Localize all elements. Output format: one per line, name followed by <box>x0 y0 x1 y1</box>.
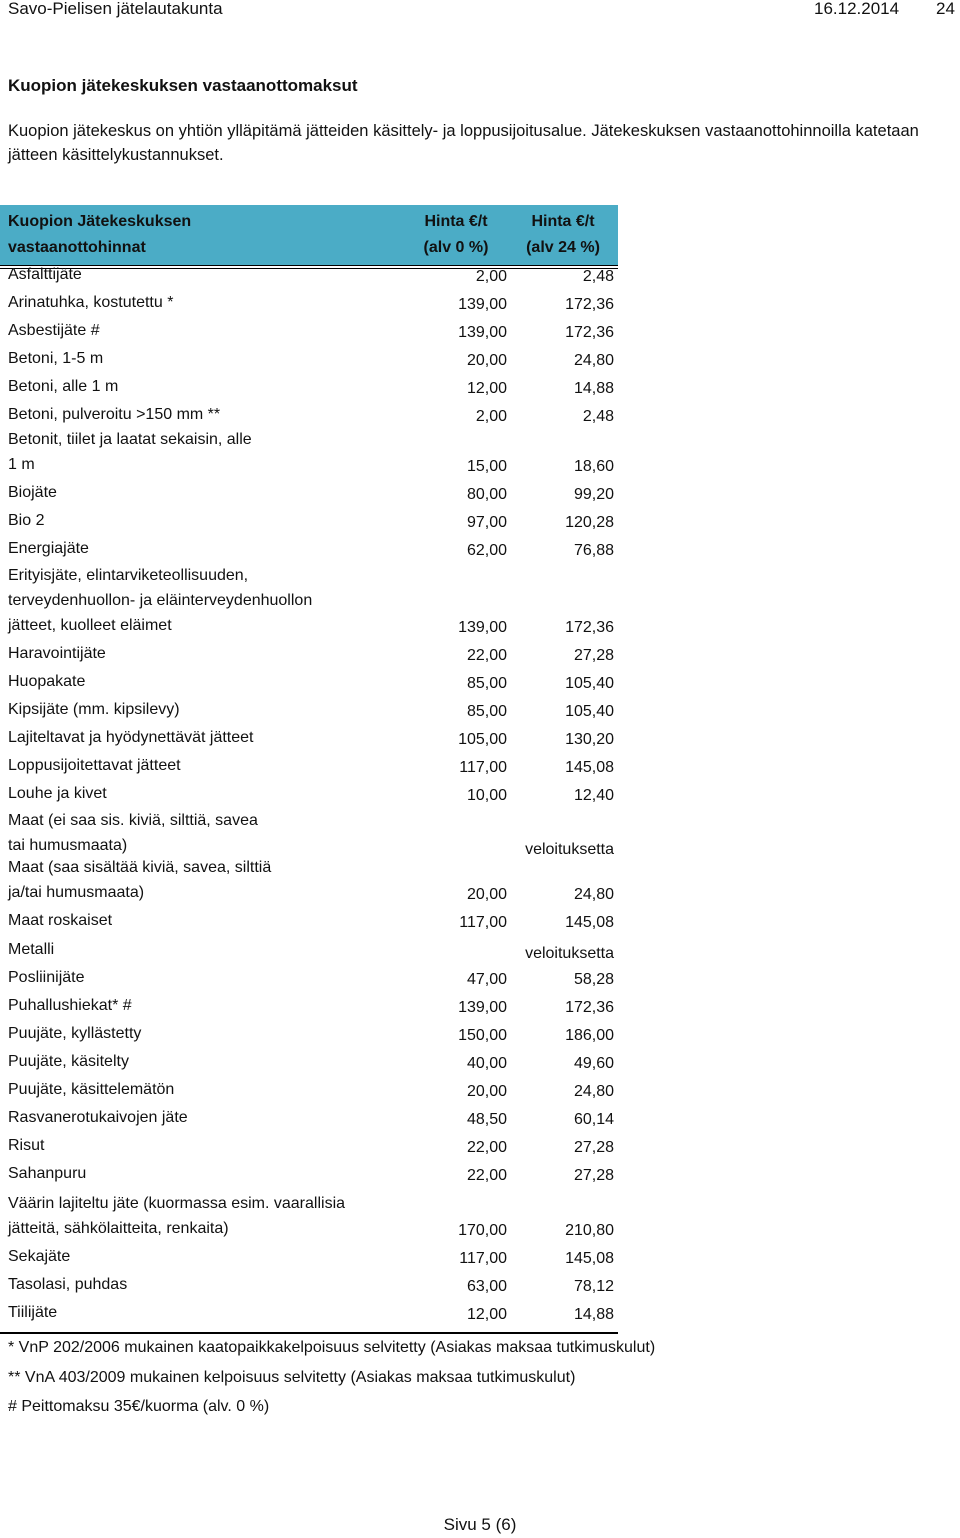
row-item-name-line: Väärin lajiteltu jäte (kuormassa esim. vaarallisia <box>8 1195 346 1212</box>
row-item-name-line: Energiajäte <box>8 540 89 557</box>
row-item-name <box>8 1021 428 1046</box>
table-row <box>0 1024 618 1052</box>
intro-paragraph: Kuopion jätekeskus on yhtiön ylläpitämä jätteiden käsittely- ja loppusijoitusalue. Jätekeskuksen vastaanottohinnoilla katetaan jätteen käsittelykustannukset. <box>8 122 919 164</box>
row-item-name-line: jätteet, kuolleet eläimet <box>8 617 172 634</box>
row-item-name <box>8 1272 428 1297</box>
row-item-name <box>8 402 428 427</box>
row-price-vat24: 145,08 <box>565 1250 614 1267</box>
row-item-name-line: Puujäte, käsittelemätön <box>8 1081 175 1098</box>
table-row <box>0 511 618 539</box>
row-item-name-line: Betoni, 1-5 m <box>8 350 104 367</box>
row-item-name-line: Sekajäte <box>8 1248 71 1265</box>
row-price-vat24: 120,28 <box>565 514 614 531</box>
row-price-vat0: 97,00 <box>466 514 507 531</box>
row-item-name <box>8 262 428 287</box>
table-row <box>0 483 618 511</box>
table-row <box>0 672 618 700</box>
page-title: Kuopion jätekeskuksen vastaanottomaksut <box>8 76 358 95</box>
row-item-name <box>8 536 428 561</box>
row-item-name-line: Maat (saa sisältää kiviä, savea, silttiä <box>8 859 272 876</box>
row-price-vat24: 145,08 <box>565 914 614 931</box>
row-item-name <box>8 908 428 933</box>
row-item-name-line: Loppusijoitettavat jätteet <box>8 757 181 774</box>
row-price-vat24: 105,40 <box>565 703 614 720</box>
row-price-vat24: 2,48 <box>582 268 614 285</box>
table-row <box>0 1108 618 1136</box>
row-item-name <box>8 641 428 666</box>
table-row <box>0 856 618 911</box>
row-price-vat24: 24,80 <box>573 352 614 369</box>
row-item-name <box>8 937 428 962</box>
header-price-vat24-cell <box>508 209 618 261</box>
row-item-name <box>8 1105 428 1130</box>
row-item-name <box>8 1161 428 1186</box>
row-item-name <box>8 965 428 990</box>
table-row <box>0 940 618 968</box>
row-price-vat0: 2,00 <box>475 268 507 285</box>
row-price-vat24: 210,80 <box>565 1222 614 1239</box>
row-item-name-line: 1 m <box>8 456 35 473</box>
row-item-name <box>8 781 428 806</box>
row-item-name <box>8 427 428 477</box>
row-item-name <box>8 1133 428 1158</box>
table-row <box>0 377 618 405</box>
row-item-name <box>8 508 428 533</box>
table-row <box>0 265 618 293</box>
header-price-vat24-line1: Hinta €/t <box>531 213 595 230</box>
header-price-vat24-line2: (alv 24 %) <box>526 239 600 256</box>
row-item-name-line: Maat roskaiset <box>8 912 113 929</box>
row-price-vat0: 62,00 <box>466 542 507 559</box>
row-item-name-line: Rasvanerotukaivojen jäte <box>8 1109 188 1126</box>
row-item-name-line: ja/tai humusmaata) <box>8 884 145 901</box>
row-item-name-line: Kipsijäte (mm. kipsilevy) <box>8 701 180 718</box>
row-item-name <box>8 993 428 1018</box>
row-price-vat24: 172,36 <box>565 296 614 313</box>
table-row <box>0 728 618 756</box>
row-item-name-line: Haravointijäte <box>8 645 106 662</box>
row-item-name <box>8 346 428 371</box>
row-item-name-line: Puhallushiekat* # <box>8 997 132 1014</box>
row-price-vat24: 12,40 <box>573 787 614 804</box>
row-item-name <box>8 697 428 722</box>
row-price-vat24: 27,28 <box>573 1139 614 1156</box>
row-price-vat24: 172,36 <box>565 324 614 341</box>
row-price-vat0: 22,00 <box>466 1139 507 1156</box>
row-price-vat0: 170,00 <box>458 1222 507 1239</box>
row-price-vat0: 47,00 <box>466 971 507 988</box>
row-price-vat24: 172,36 <box>565 619 614 636</box>
row-item-name-line: Sahanpuru <box>8 1165 87 1182</box>
row-price-vat24: 27,28 <box>573 647 614 664</box>
row-price-vat0: 12,00 <box>466 1306 507 1323</box>
row-item-name <box>8 855 428 905</box>
table-row <box>0 321 618 349</box>
row-item-name <box>8 725 428 750</box>
row-price-vat24: 76,88 <box>573 542 614 559</box>
row-price-vat0: 117,00 <box>459 914 507 931</box>
row-item-name <box>8 808 428 858</box>
row-price-vat0: 22,00 <box>466 647 507 664</box>
row-item-name-line: jätteitä, sähkölaitteita, renkaita) <box>8 1220 229 1237</box>
price-table-header <box>0 205 618 265</box>
row-item-name <box>8 290 428 315</box>
row-price-vat0: 48,50 <box>466 1111 507 1128</box>
document-header-number: 24 <box>936 0 955 18</box>
table-row <box>0 1192 618 1247</box>
table-row <box>0 700 618 728</box>
row-item-name-line: Asfalttijäte <box>8 266 82 283</box>
document-header-org: Savo-Pielisen jätelautakunta <box>8 0 223 18</box>
row-item-name-line: Puujäte, kyllästetty <box>8 1025 142 1042</box>
footnote-single-star: * VnP 202/2006 mukainen kaatopaikkakelpoisuus selvitetty (Asiakas maksaa tutkimuskulut) <box>8 1339 656 1356</box>
footnote-double-star: ** VnA 403/2009 mukainen kelpoisuus selvitetty (Asiakas maksaa tutkimuskulut) <box>8 1369 576 1386</box>
row-price-vat24: 49,60 <box>573 1055 614 1072</box>
row-item-name-line: Huopakate <box>8 673 86 690</box>
row-price-vat24: 99,20 <box>573 486 614 503</box>
row-price-vat0: 2,00 <box>475 408 507 425</box>
table-row <box>0 349 618 377</box>
row-item-name-line: Betoni, alle 1 m <box>8 378 119 395</box>
row-item-name-line: Bio 2 <box>8 512 45 529</box>
row-price-vat24: 130,20 <box>565 731 614 748</box>
row-item-name <box>8 753 428 778</box>
row-item-name-line: Tiilijäte <box>8 1304 58 1321</box>
row-price-vat24: 60,14 <box>573 1111 614 1128</box>
row-item-name-line: Erityisjäte, elintarviketeollisuuden, <box>8 567 249 584</box>
row-item-name <box>8 669 428 694</box>
row-item-name <box>8 1077 428 1102</box>
row-item-name-line: Betoni, pulveroitu >150 mm ** <box>8 406 221 423</box>
row-item-name <box>8 1300 428 1325</box>
row-item-name <box>8 480 428 505</box>
row-price-vat0: 85,00 <box>466 675 507 692</box>
table-row <box>0 1275 618 1303</box>
page-footer: Sivu 5 (6) <box>443 1515 517 1534</box>
row-price-vat24: 24,80 <box>573 886 614 903</box>
row-price-vat0: 117,00 <box>459 759 507 776</box>
row-price-vat0: 105,00 <box>458 731 507 748</box>
header-price-vat0-cell <box>404 209 508 261</box>
row-item-name-line: Louhe ja kivet <box>8 785 107 802</box>
row-price-vat0: 139,00 <box>458 619 507 636</box>
row-price-vat24: 145,08 <box>565 759 614 776</box>
row-price-vat0: 139,00 <box>458 999 507 1016</box>
row-item-name-line: Posliinijäte <box>8 969 85 986</box>
table-row <box>0 1136 618 1164</box>
row-item-name <box>8 1244 428 1269</box>
row-price-vat0: 10,00 <box>466 787 507 804</box>
header-name-cell <box>8 209 308 261</box>
row-price-note: veloituksetta <box>525 945 614 962</box>
row-price-vat0: 150,00 <box>458 1027 507 1044</box>
table-row <box>0 564 618 644</box>
row-price-vat0: 63,00 <box>466 1278 507 1295</box>
table-row <box>0 1247 618 1275</box>
row-price-vat24: 14,88 <box>573 380 614 397</box>
row-item-name-line: Asbestijäte # <box>8 322 100 339</box>
table-row <box>0 1164 618 1192</box>
row-price-vat0: 12,00 <box>466 380 507 397</box>
table-row <box>0 293 618 321</box>
table-row <box>0 1052 618 1080</box>
row-item-name-line: Puujäte, käsitelty <box>8 1053 129 1070</box>
row-price-vat0: 15,00 <box>466 458 507 475</box>
row-price-vat0: 40,00 <box>466 1055 507 1072</box>
row-item-name <box>8 374 428 399</box>
header-name-line1: Kuopion Jätekeskuksen <box>8 213 192 230</box>
row-price-vat0: 20,00 <box>466 352 507 369</box>
table-end-rule <box>0 1332 618 1334</box>
row-item-name-line: Tasolasi, puhdas <box>8 1276 128 1293</box>
table-row <box>0 644 618 672</box>
row-item-name-line: Biojäte <box>8 484 57 501</box>
row-item-name-line: tai humusmaata) <box>8 837 128 854</box>
row-price-vat24: 105,40 <box>565 675 614 692</box>
row-price-vat0: 80,00 <box>466 486 507 503</box>
table-row <box>0 996 618 1024</box>
table-row <box>0 756 618 784</box>
header-price-vat0-line2: (alv 0 %) <box>423 239 489 256</box>
row-price-vat0: 139,00 <box>458 324 507 341</box>
row-price-vat0: 20,00 <box>466 886 507 903</box>
row-item-name-line: Lajiteltavat ja hyödynettävät jätteet <box>8 729 254 746</box>
row-price-vat0: 22,00 <box>466 1167 507 1184</box>
row-item-name-line: Metalli <box>8 941 55 958</box>
header-price-vat0-line1: Hinta €/t <box>424 213 488 230</box>
row-item-name-line: Arinatuhka, kostutettu * <box>8 294 174 311</box>
row-item-name <box>8 563 428 638</box>
row-item-name-line: Betonit, tiilet ja laatat sekaisin, alle <box>8 431 252 448</box>
footnote-hash: # Peittomaksu 35€/kuorma (alv. 0 %) <box>8 1398 270 1415</box>
document-header-date: 16.12.2014 <box>814 0 900 18</box>
row-price-vat24: 18,60 <box>573 458 614 475</box>
row-price-vat0: 139,00 <box>458 296 507 313</box>
row-price-vat24: 2,48 <box>582 408 614 425</box>
row-item-name <box>8 1049 428 1074</box>
row-price-vat0: 20,00 <box>466 1083 507 1100</box>
row-item-name <box>8 318 428 343</box>
row-price-vat0: 85,00 <box>466 703 507 720</box>
row-item-name-line: Risut <box>8 1137 45 1154</box>
row-item-name-line: terveydenhuollon- ja eläinterveydenhuollon <box>8 592 313 609</box>
row-item-name-line: Maat (ei saa sis. kiviä, silttiä, savea <box>8 812 258 829</box>
table-row <box>0 428 618 483</box>
row-price-vat24: 78,12 <box>573 1278 614 1295</box>
row-price-vat24: 186,00 <box>565 1027 614 1044</box>
row-price-vat24: 58,28 <box>573 971 614 988</box>
row-price-vat24: 24,80 <box>573 1083 614 1100</box>
row-price-note: veloituksetta <box>525 841 614 858</box>
row-price-vat24: 27,28 <box>573 1167 614 1184</box>
row-item-name <box>8 1191 428 1241</box>
table-row <box>0 968 618 996</box>
row-price-vat0: 117,00 <box>459 1250 507 1267</box>
row-price-vat24: 14,88 <box>573 1306 614 1323</box>
table-row <box>0 1303 618 1331</box>
table-row <box>0 1080 618 1108</box>
table-row <box>0 911 618 939</box>
row-price-vat24: 172,36 <box>565 999 614 1016</box>
header-name-line2: vastaanottohinnat <box>8 239 146 256</box>
